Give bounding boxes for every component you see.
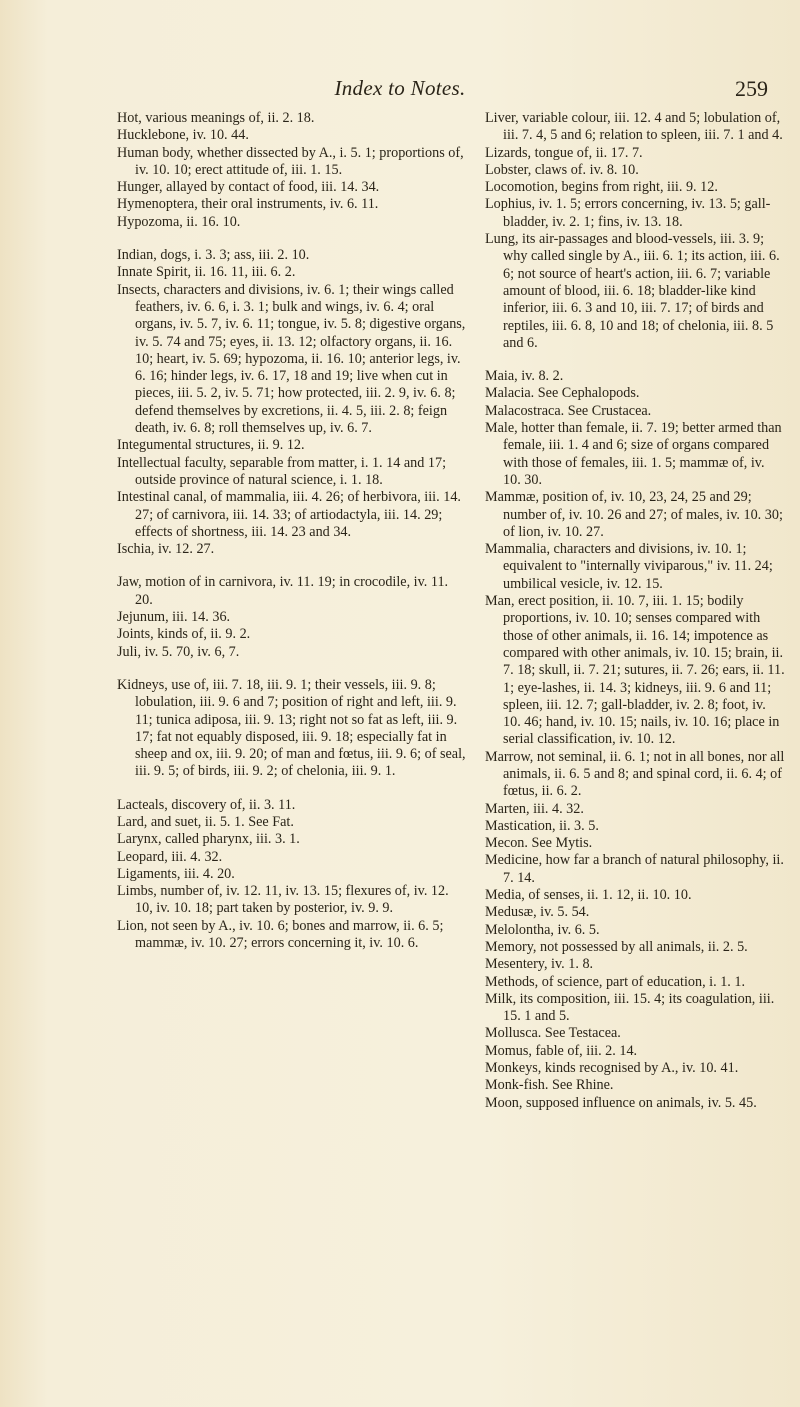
index-entry: Jejunum, iii. 14. 36. — [117, 609, 231, 626]
index-entry: Ligaments, iii. 4. 20. — [117, 865, 235, 882]
index-entry: Insects, characters and divisions, iv. 6. 1; their wings called feathers, iv. 6. 6, i. 3. 1; bulk and wings, iv. 6. 4; oral organs, iv. 5. 7, iv. 6. 11; tongue, iv. 5. 8; digestive organs, iv. 5. 74 and 75; eyes, ii. 13. 12; olfactory organs, ii. 16. 10; heart, iv. 5. 69; hypozoma, ii. 16. 10; anterior legs, iv. 6. 16; hinder legs, iv. 6. 17, 18 and 19; live when cut in pieces, iii. 5. 2, iv. 5. 71; how protected, iii. 2. 9, iv. 6. 8; defend themselves by excretions, ii. 4. 5, iii. 2. 8; feign death, iv. 6. 8; roll themselves up, iv. 6. 7. — [117, 281, 466, 437]
index-entry: Hucklebone, iv. 10. 44. — [117, 127, 249, 144]
index-entry: Hymenoptera, their oral instruments, iv. 6. 11. — [117, 196, 379, 213]
page-number: 259 — [735, 76, 768, 101]
running-header-title: Index to Notes. — [334, 76, 466, 100]
index-entry: Man, erect position, ii. 10. 7, iii. 1. 15; bodily proportions, iv. 10. 10; senses compared with those of other animals, ii. 16. 14; impotence as compared with other animals, iv. 10. 15; brain, ii. 7. 18; skull, ii. 7. 21; sutures, ii. 7. 26; ears, ii. 11. 1; eye-lashes, ii. 14. 3; kidneys, iii. 9. 6 and 11; spleen, iii. 12. 7; gall-bladder, iv. 2. 8; foot, iv. 10. 46; hand, iv. 10. 15; nails, iv. 10. 16; place in serial classification, iv. 10. 12. — [485, 593, 785, 748]
index-entry: Hunger, allayed by contact of food, iii. 14. 34. — [117, 179, 380, 196]
index-entry: Monkeys, kinds recognised by A., iv. 10. 41. — [485, 1060, 739, 1077]
index-letter-group — [485, 110, 785, 352]
index-entry: Lacteals, discovery of, ii. 3. 11. — [117, 796, 296, 813]
index-entry: Limbs, number of, iv. 12. 11, iv. 13. 15; flexures of, iv. 12. 10, iv. 10. 18; part taken by posterior, iv. 9. 9. — [117, 883, 449, 917]
index-entry: Mollusca. See Testacea. — [485, 1025, 621, 1042]
index-letter-group — [117, 574, 467, 660]
index-entry: Lard, and suet, ii. 5. 1. See Fat. — [117, 813, 294, 830]
index-entry: Locomotion, begins from right, iii. 9. 12. — [485, 179, 718, 196]
index-entry: Liver, variable colour, iii. 12. 4 and 5; lobulation of, iii. 7. 4, 5 and 6; relation to spleen, iii. 7. 1 and 4. — [485, 110, 783, 144]
index-letter-group — [117, 110, 467, 231]
index-entry: Ischia, iv. 12. 27. — [117, 541, 215, 558]
index-entry: Mecon. See Mytis. — [485, 835, 593, 852]
index-column-right — [485, 110, 785, 1128]
index-entry: Medusæ, iv. 5. 54. — [485, 904, 590, 921]
index-entry: Malacia. See Cephalopods. — [485, 385, 640, 402]
index-entry: Milk, its composition, iii. 15. 4; its coagulation, iii. 15. 1 and 5. — [485, 990, 775, 1025]
index-entry: Lizards, tongue of, ii. 17. 7. — [485, 144, 643, 161]
index-entry: Medicine, how far a branch of natural philosophy, ii. 7. 14. — [485, 852, 784, 886]
index-entry: Juli, iv. 5. 70, iv. 6, 7. — [117, 643, 240, 660]
index-entry: Lion, not seen by A., iv. 10. 6; bones and marrow, ii. 6. 5; mammæ, iv. 10. 27; errors concerning it, iv. 10. 6. — [117, 917, 444, 952]
index-entry: Integumental structures, ii. 9. 12. — [117, 437, 305, 454]
index-entry: Methods, of science, part of education, i. 1. 1. — [485, 973, 746, 990]
index-entry: Leopard, iii. 4. 32. — [117, 848, 223, 865]
index-entry: Innate Spirit, ii. 16. 11, iii. 6. 2. — [117, 264, 296, 281]
index-entry: Mastication, ii. 3. 5. — [485, 817, 599, 834]
index-entry: Malacostraca. See Crustacea. — [485, 402, 652, 419]
index-entry: Joints, kinds of, ii. 9. 2. — [117, 626, 251, 643]
index-entry: Maia, iv. 8. 2. — [485, 368, 564, 385]
index-entry: Human body, whether dissected by A., i. 5. 1; proportions of, iv. 10. 10; erect attitude of, iii. 1. 15. — [117, 144, 464, 178]
index-entry: Jaw, motion of in carnivora, iv. 11. 19; in crocodile, iv. 11. 20. — [117, 574, 449, 608]
index-column-left — [117, 110, 467, 968]
index-entry: Mammæ, position of, iv. 10, 23, 24, 25 and 29; number of, iv. 10. 26 and 27; of males, iv. 10. 30; of lion, iv. 10. 27. — [485, 489, 783, 540]
index-letter-group — [117, 247, 467, 558]
index-entry: Lobster, claws of. iv. 8. 10. — [485, 161, 639, 178]
index-entry: Male, hotter than female, ii. 7. 19; better armed than female, iii. 1. 4 and 6; size of organs compared with those of females, iii. 1. 5; mammæ of, iv. 10. 30. — [485, 420, 782, 488]
index-entry: Indian, dogs, i. 3. 3; ass, iii. 2. 10. — [117, 247, 310, 264]
index-entry: Intestinal canal, of mammalia, iii. 4. 26; of herbivora, iii. 14. 27; of carnivora, iii. 14. 33; of artiodactyla, iii. 14. 29; effects of shortness, iii. 14. 23 and 34. — [117, 489, 461, 540]
index-entry: Moon, supposed influence on animals, iv. 5. 45. — [485, 1094, 757, 1111]
index-entry: Memory, not possessed by all animals, ii. 2. 5. — [485, 938, 748, 955]
index-entry: Hypozoma, ii. 16. 10. — [117, 213, 241, 230]
index-entry: Monk-fish. See Rhine. — [485, 1077, 614, 1094]
index-entry: Lung, its air-passages and blood-vessels, iii. 3. 9; why called single by A., iii. 6. 1; its action, iii. 6. 6; not source of heart's action, iii. 6. 7; variable amount of blood, iii. 6. 18; bladder-like kind inferior, iii. 6. 3 and 10, iii. 7. 17; of birds and reptiles, iii. 6. 8, 10 and 18; of chelonia, iii. 8. 5 and 6. — [485, 231, 780, 351]
index-letter-group — [485, 368, 785, 1112]
index-entry: Melolontha, iv. 6. 5. — [485, 921, 600, 938]
index-entry: Intellectual faculty, separable from matter, i. 1. 14 and 17; outside province of natural science, i. 1. 18. — [117, 454, 447, 488]
index-entry: Momus, fable of, iii. 2. 14. — [485, 1042, 638, 1059]
index-entry: Marten, iii. 4. 32. — [485, 800, 584, 817]
index-entry: Mammalia, characters and divisions, iv. 10. 1; equivalent to "internally viviparous," iv. 11. 24; umbilical vesicle, iv. 12. 15. — [485, 541, 773, 592]
index-entry: Lophius, iv. 1. 5; errors concerning, iv. 13. 5; gall-bladder, iv. 2. 1; fins, iv. 13. 18. — [485, 196, 771, 230]
index-entry: Hot, various meanings of, ii. 2. 18. — [117, 110, 315, 126]
index-entry: Media, of senses, ii. 1. 12, ii. 10. 10. — [485, 887, 692, 904]
index-entry: Mesentery, iv. 1. 8. — [485, 956, 594, 973]
index-entry: Larynx, called pharynx, iii. 3. 1. — [117, 831, 300, 848]
index-entry: Kidneys, use of, iii. 7. 18, iii. 9. 1; their vessels, iii. 9. 8; lobulation, iii. 9. 6 and 7; position of right and left, iii. 9. 11; tunica adiposa, iii. 9. 13; right not so fat as left, iii. 9. 17; fat not equably disposed, iii. 9. 18; especially fat in sheep and ox, iii. 9. 20; of man and fœtus, iii. 9. 6; of seal, iii. 9. 5; of birds, iii. 9. 2; of chelonia, iii. 9. 1. — [117, 676, 466, 780]
index-letter-group — [117, 677, 467, 781]
index-letter-group — [117, 797, 467, 953]
index-entry: Marrow, not seminal, ii. 6. 1; not in all bones, nor all animals, ii. 6. 5 and 8; and spinal cord, ii. 6. 4; of fœtus, ii. 6. 2. — [485, 748, 785, 800]
